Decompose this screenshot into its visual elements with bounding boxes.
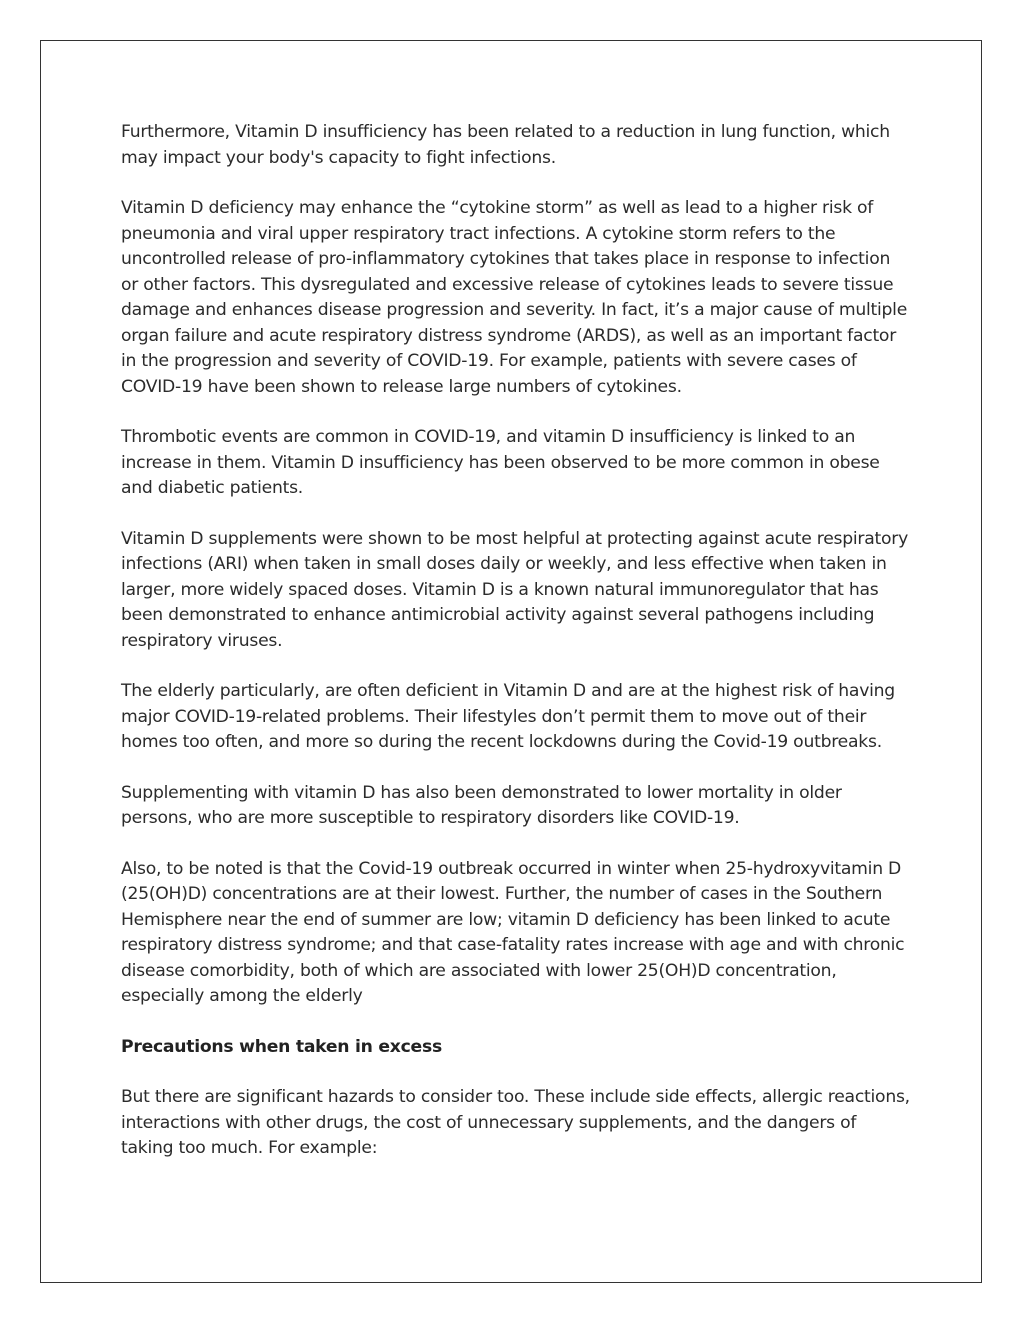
paragraph-thrombotic-events: Thrombotic events are common in COVID-19, and vitamin D insufficiency is linked to an increase in them. Vitamin D insufficiency has been observed to be more common in obese and diabetic patients. <box>121 427 880 498</box>
document-body <box>121 120 911 1187</box>
paragraph-hazards: But there are significant hazards to consider too. These include side effects, allergic reactions, interactions with other drugs, the cost of unnecessary supplements, and the dangers of taking too much. For example: <box>121 1087 910 1158</box>
paragraph-supplements-ari: Vitamin D supplements were shown to be most helpful at protecting against acute respiratory infections (ARI) when taken in small doses daily or weekly, and less effective when taken in larger, more widely spaced doses. Vitamin D is a known natural immunoregulator that has been demonstrated to enhance antimicrobial activity against several pathogens including respiratory viruses. <box>121 528 909 651</box>
section-heading: Precautions when taken in excess <box>121 1036 442 1057</box>
paragraph-mortality: Supplementing with vitamin D has also been demonstrated to lower mortality in older persons, who are more susceptible to respiratory disorders like COVID-19. <box>121 782 842 828</box>
paragraph-winter-outbreak: Also, to be noted is that the Covid-19 outbreak occurred in winter when 25-hydroxyvitamin D (25(OH)D) concentrations are at their lowest. Further, the number of cases in the Southern Hemisphere near the end of summer are low; vitamin D deficiency has been linked to acute respiratory distress syndrome; and that case-fatality rates increase with age and with chronic disease comorbidity, both of which are associated with lower 25(OH)D concentration, especially among the elderly <box>121 858 905 1006</box>
paragraph-elderly: The elderly particularly, are often deficient in Vitamin D and are at the highest risk of having major COVID-19-related problems. Their lifestyles don’t permit them to move out of their homes too often, and more so during the recent lockdowns during the Covid-19 outbreaks. <box>121 681 895 752</box>
paragraph-lung-function: Furthermore, Vitamin D insufficiency has been related to a reduction in lung function, which may impact your body's capacity to fight infections. <box>121 122 890 168</box>
paragraph-cytokine-storm: Vitamin D deficiency may enhance the “cytokine storm” as well as lead to a higher risk of pneumonia and viral upper respiratory tract infections. A cytokine storm refers to the uncontrolled release of pro-inflammatory cytokines that takes place in response to infection or other factors. This dysregulated and excessive release of cytokines leads to severe tissue damage and enhances disease progression and severity. In fact, it’s a major cause of multiple organ failure and acute respiratory distress syndrome (ARDS), as well as an important factor in the progression and severity of COVID-19. For example, patients with severe cases of COVID-19 have been shown to release large numbers of cytokines. <box>121 198 908 397</box>
